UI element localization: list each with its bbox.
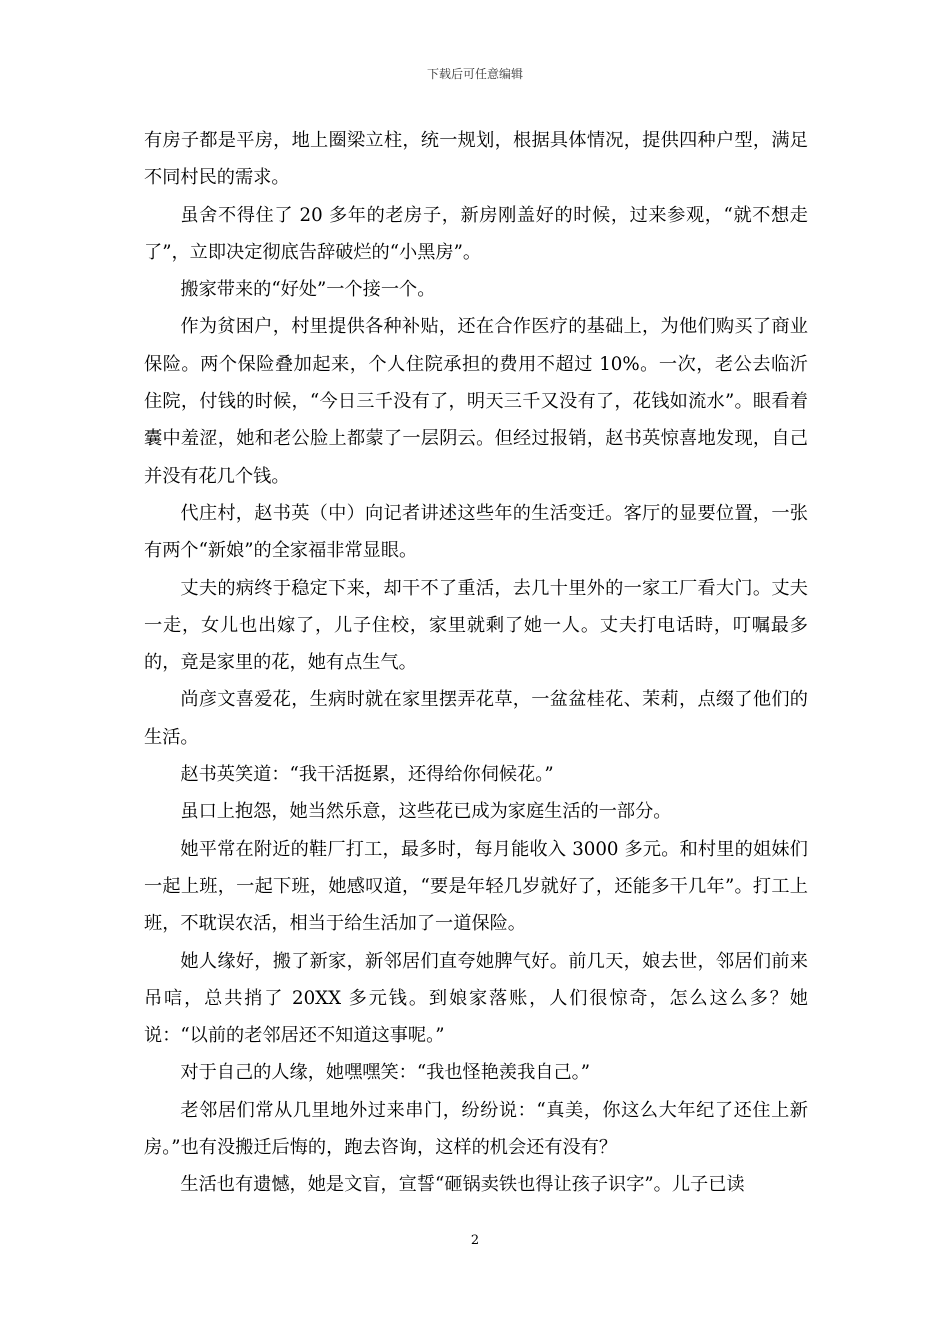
- paragraph: 对于自己的人缘，她嘿嘿笑：“我也怪艳羡我自己。”: [180, 1062, 591, 1084]
- page-number: 2: [470, 1233, 480, 1248]
- paragraph: 代庄村，赵书英（中）向记者讲述这些年的生活变迁。客厅的显要位置，一张有两个“新娘”的全家福非常显眼。: [144, 502, 808, 562]
- paragraph: 老邻居们常从几里地外过来串门，纷纷说：“真美，你这么大年纪了还住上新房。”也有没搬迁后悔的，跑去咨询，这样的机会还有没有？: [144, 1099, 808, 1159]
- paragraph: 搬家带来的“好处”一个接一个。: [180, 279, 436, 301]
- paragraph: 赵书英笑道：“我干活挺累，还得给你伺候花。”: [180, 764, 554, 786]
- paragraph: 有房子都是平房，地上圈梁立柱，统一规划，根据具体情况，提供四种户型，满足不同村民的需求。: [144, 130, 808, 189]
- paragraph: 作为贫困户，村里提供各种补贴，还在合作医疗的基础上，为他们购买了商业保险。两个保险叠加起来，个人住院承担的费用不超过 10%。一次，老公去临沂住院，付钱的时候，“今日三千没有了，明天三千又没有了，花钱如流水”。眼看着囊中羞涩，她和老公脸上都蒙了一层阴云。但经过报销，赵书英惊喜地发现，自己并没有花几个钱。: [144, 316, 808, 487]
- paragraph: 尚彦文喜爱花，生病时就在家里摆弄花草，一盆盆桂花、茉莉，点缀了他们的生活。: [144, 689, 808, 748]
- paragraph: 虽舍不得住了 20 多年的老房子，新房刚盖好的时候，过来参观，“就不想走了”，立即决定彻底告辞破烂的“小黑房”。: [144, 204, 808, 263]
- paragraph: 生活也有遗憾，她是文盲，宣誓“砸锅卖铁也得让孩子识字”。儿子已读: [180, 1174, 745, 1196]
- page-header: 下载后可任意编辑: [426, 67, 523, 81]
- paragraph: 她平常在附近的鞋厂打工，最多时，每月能收入 3000 多元。和村里的姐妹们一起上班，一起下班，她感叹道，“要是年轻几岁就好了，还能多干几年”。打工上班，不耽误农活，相当于给生活加了一道保险。: [144, 838, 808, 935]
- document-body: [144, 122, 808, 1204]
- paragraph: 她人缘好，搬了新家，新邻居们直夸她脾气好。前几天，娘去世，邻居们前来吊唁，总共捎了 20XX 多元钱。到娘家落账，人们很惊奇，怎么这么多？她说：“以前的老邻居还不知道这事呢。”: [144, 950, 808, 1047]
- paragraph: 丈夫的病终于稳定下来，却干不了重活，去几十里外的一家工厂看大门。丈夫一走，女儿也出嫁了，儿子住校，家里就剩了她一人。丈夫打电话時，叮嘱最多的，竟是家里的花，她有点生气。: [144, 577, 808, 674]
- paragraph: 虽口上抱怨，她当然乐意，这些花已成为家庭生活的一部分。: [180, 801, 672, 823]
